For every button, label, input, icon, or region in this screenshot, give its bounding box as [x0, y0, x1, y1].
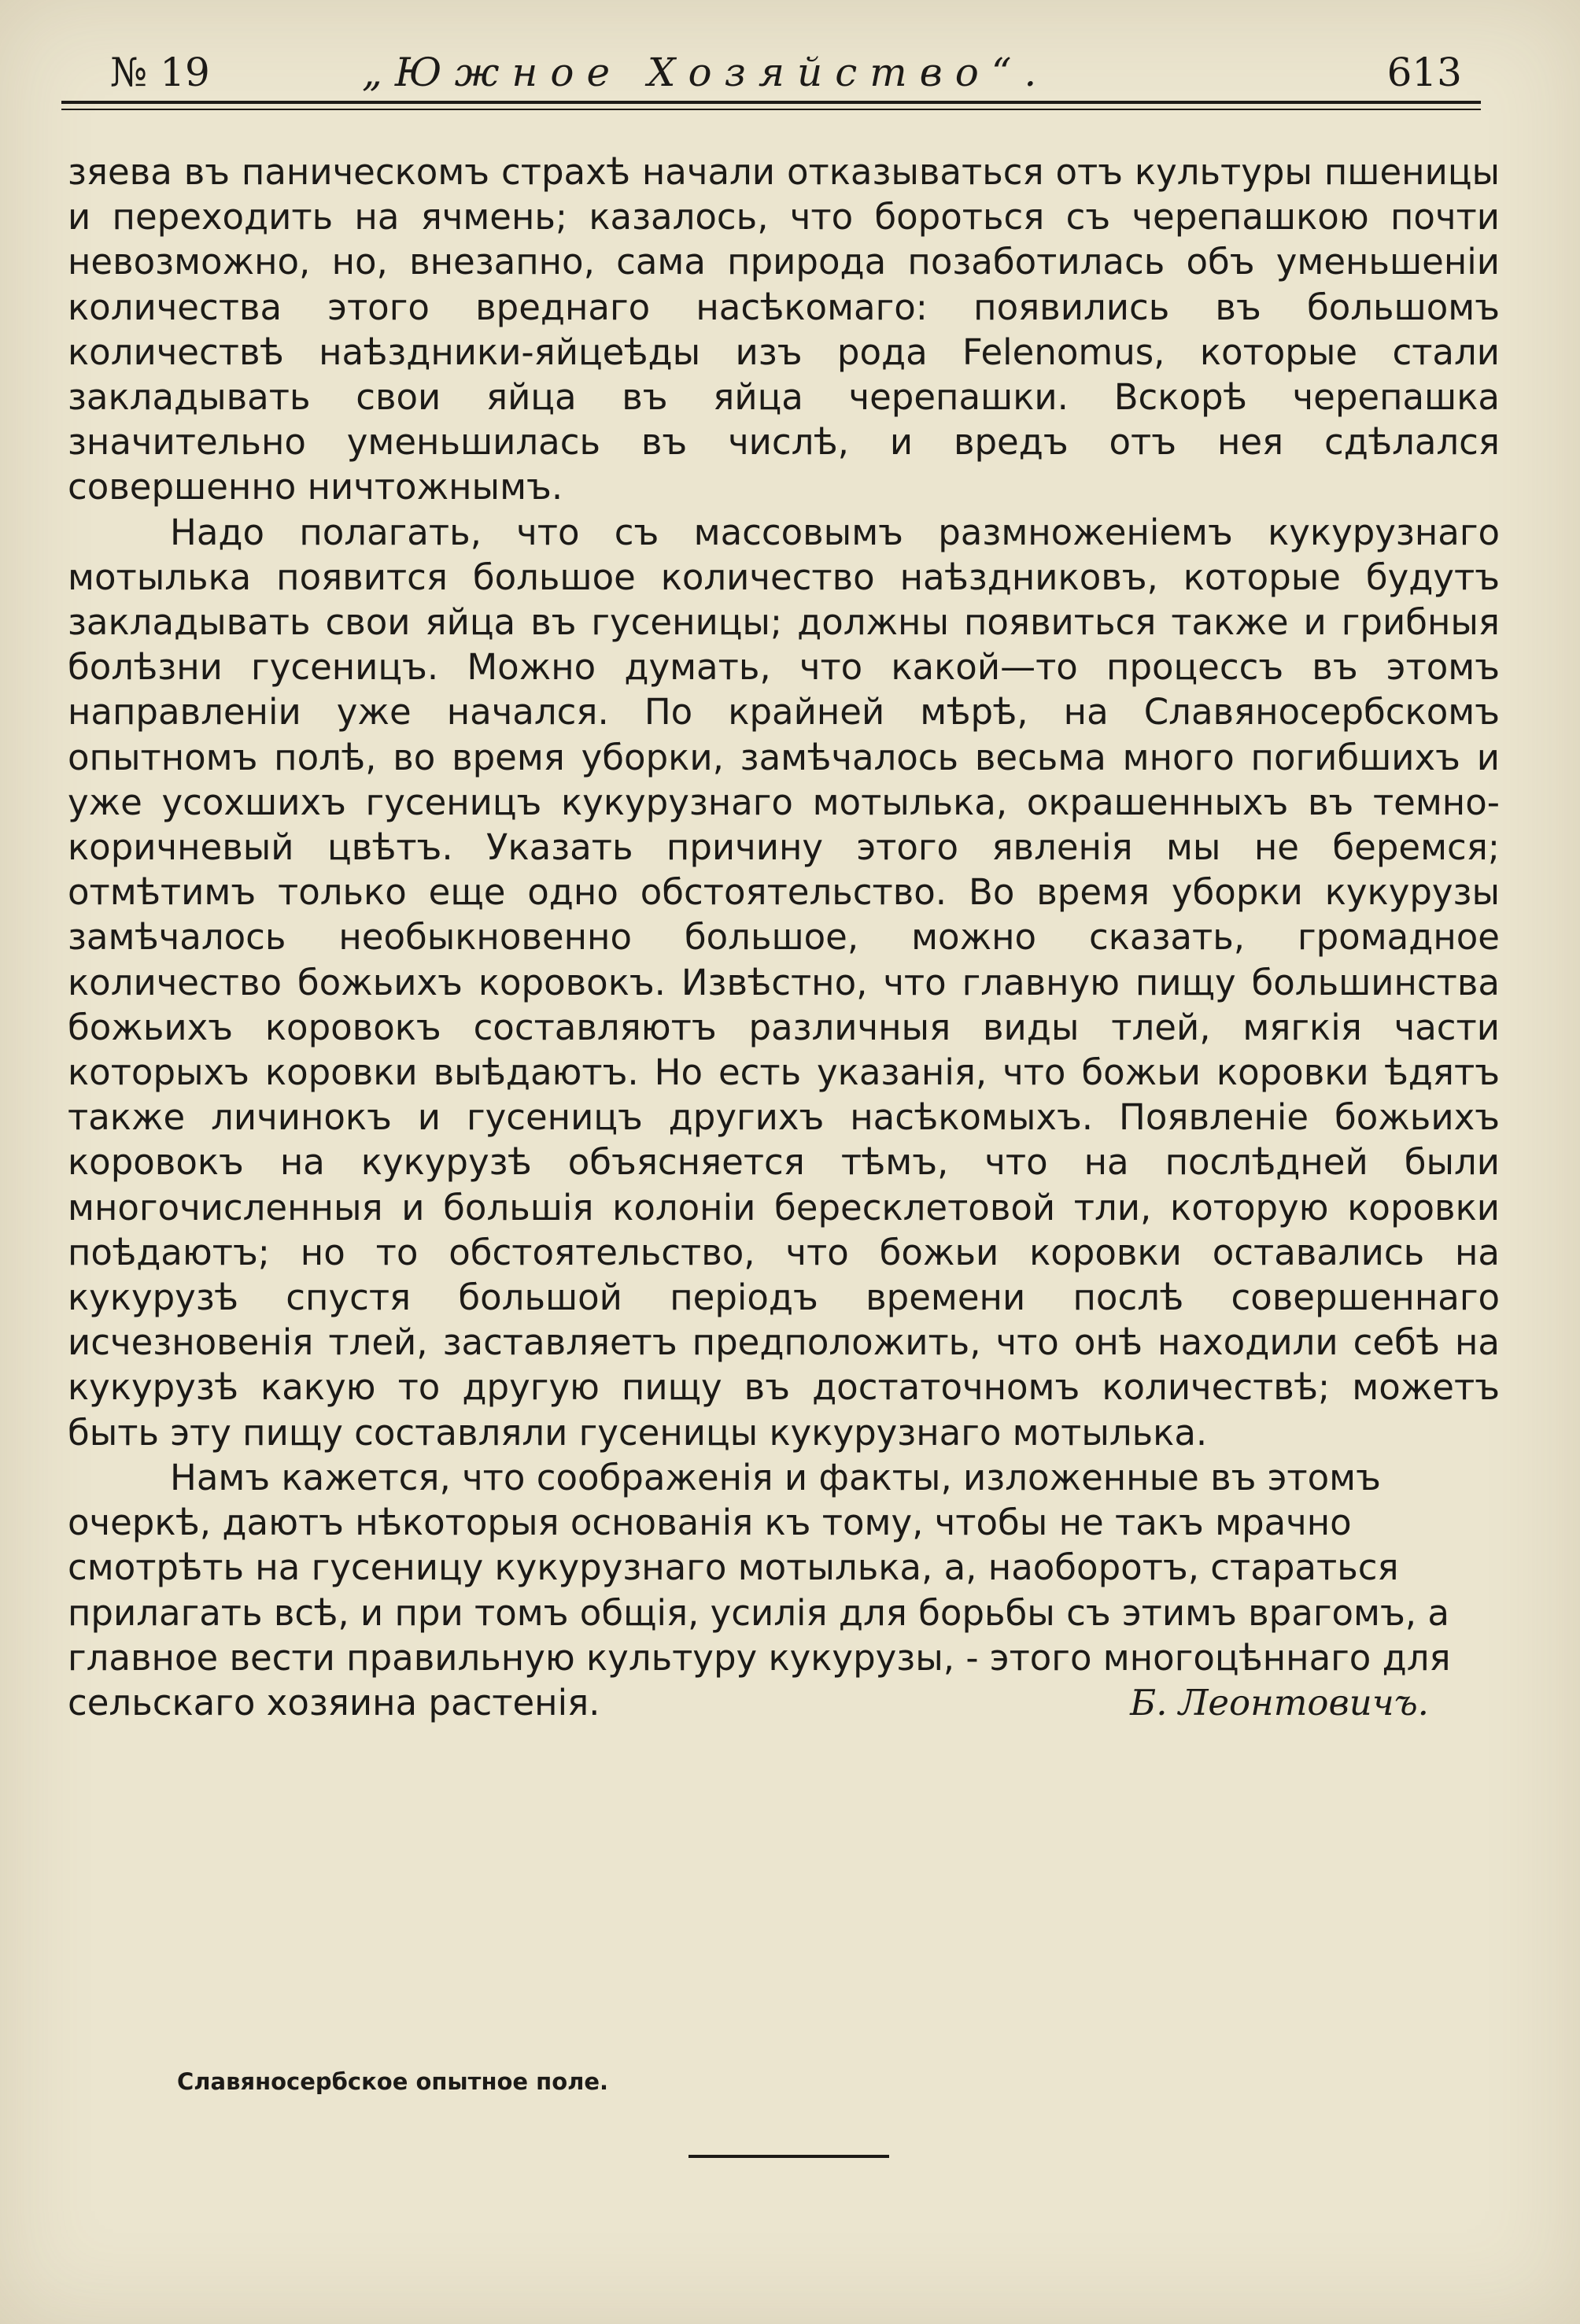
issue-number: № 19	[110, 50, 210, 95]
journal-title: „Южное Хозяйство“.	[362, 50, 1050, 95]
end-rule	[688, 2155, 889, 2158]
paragraph-2: Надо полагать, что съ массовымъ размноженiемъ кукурузнаго мотылька появится большое количество наѣздниковъ, которые будутъ закладывать свои яйца въ гусеницы; должны появиться также и грибныя болѣзни гусеницъ. Можно думать, что какой—то процессъ въ этомъ направленiи уже начался. По крайней мѣрѣ, на Славяносербскомъ опытномъ полѣ, во время уборки, замѣчалось весьма много погибшихъ и уже усохшихъ гусеницъ кукурузнаго мотылька, окрашенныхъ въ темно-коричневый цвѣтъ. Указать причину этого явленiя мы не беремся; отмѣтимъ только еще одно обстоятельство. Во время уборки кукурузы замѣчалось необыкновенно большое, можно сказать, громадное количество божьихъ коровокъ. Извѣстно, что главную пищу большинства божьихъ коровокъ составляютъ различныя виды тлей, мягкiя части которыхъ коровки выѣдаютъ. Но есть указанiя, что божьи коровки ѣдятъ также личинокъ и гусеницъ другихъ насѣкомыхъ. Появленiе божьихъ коровокъ на кукурузѣ объясняется тѣмъ, что на послѣдней были многочисленныя и большiя колонiи бересклетовой тли, которую коровки поѣдаютъ; но то обстоятельство, что божьи коровки оставались на кукурузѣ спустя большой перiодъ времени послѣ совершеннаго исчезновенiя тлей, заставляетъ предположить, что онѣ находили себѣ на кукурузѣ какую то другую пищу въ достаточномъ количествѣ; можетъ быть эту пищу составляли гусеницы кукурузнаго мотылька.	[68, 511, 1500, 1454]
article-body	[68, 150, 1500, 1725]
location-note: Славяносербское опытное поле.	[177, 2068, 609, 2095]
running-header	[63, 41, 1517, 104]
header-rule-bottom	[61, 109, 1481, 110]
paragraph-3	[68, 1455, 1500, 1725]
paragraph-1: зяева въ паническомъ страхѣ начали отказываться отъ культуры пшеницы и переходить на ячмень; казалось, что бороться съ черепашкою почти невозможно, но, внезапно, сама природа позаботилась объ уменьшенiи количества этого вреднаго насѣкомаго: появились въ большомъ количествѣ наѣздники-яйцеѣды изъ рода Felenomus, которые стали закладывать свои яйца въ яйца черепашки. Вскорѣ черепашка значительно уменьшилась въ числѣ, и вредъ отъ нея сдѣлался совершенно ничтожнымъ.	[68, 151, 1500, 508]
page-number: 613	[1386, 50, 1462, 95]
paragraph-3-text: Намъ кажется, что соображенiя и факты, изложенные въ этомъ очеркѣ, даютъ нѣкоторыя основанiя къ тому, чтобы не такъ мрачно смотрѣть на гусеницу кукурузнаго мотылька, а, наоборотъ, стараться прилагать всѣ, и при томъ общiя, усилiя для борьбы съ этимъ врагомъ, а главное вести правильную культуру кукурузы, - этого многоцѣннаго для сельскаго хозяина растенiя.	[68, 1456, 1451, 1724]
header-rule-top	[61, 101, 1481, 104]
author-signature: Б. Леонтовичъ.	[1130, 1681, 1429, 1724]
